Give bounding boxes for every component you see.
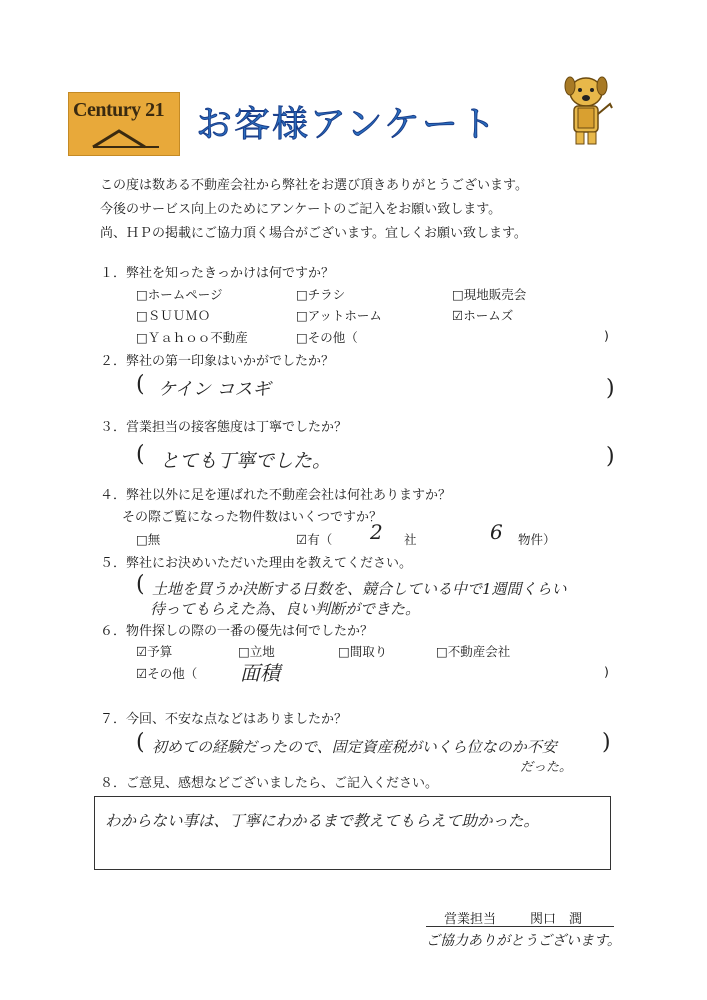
q2-open-paren: (	[136, 372, 145, 397]
q7-answer-line-2: だった。	[520, 760, 573, 775]
q4-properties-unit: 物件）	[518, 532, 556, 547]
q4-companies-count: 2	[370, 520, 383, 544]
staff-signature-line	[426, 906, 614, 927]
q1-option-homepage[interactable]: □ホームページ	[136, 287, 223, 302]
q1-option-suumo[interactable]: □ＳＵＵＭＯ	[136, 308, 211, 323]
q1-label: １．弊社を知ったきっかけは何ですか？	[100, 266, 335, 281]
q7-label: ７．今回、不安な点などはありましたか？	[100, 712, 348, 727]
intro-line-3: 尚、ＨＰの掲載にご協力頂く場合がございます。宜しくお願い致します。	[100, 226, 527, 241]
q4-sub-label: その際ご覧になった物件数はいくつですか？	[122, 510, 383, 525]
q8-answer: わからない事は、丁寧にわかるまで教えてもらえて助かった。	[105, 812, 540, 830]
q6-option-agency[interactable]: □不動産会社	[436, 644, 511, 659]
page-title: お客様アンケート	[196, 104, 498, 145]
q6-other-answer: 面積	[240, 661, 280, 685]
q4-option-none[interactable]: □無	[136, 532, 161, 547]
q5-open-paren: (	[136, 572, 145, 597]
q2-label: ２．弊社の第一印象はいかがでしたか？	[100, 354, 335, 369]
q4-label: ４．弊社以外に足を運ばれた不動産会社は何社ありますか？	[100, 488, 452, 503]
q5-answer-line-2: 待ってもらえた為、良い判断ができた。	[150, 600, 421, 618]
q1-option-flyer[interactable]: □チラシ	[296, 287, 346, 302]
q6-other-close: )	[604, 664, 609, 679]
q3-close-paren: )	[606, 444, 615, 469]
q4-properties-count: 6	[490, 520, 503, 544]
q4-option-yes[interactable]: ☑有（	[296, 532, 333, 547]
q8-label: ８．ご意見、感想などございましたら、ご記入ください。	[100, 776, 439, 791]
intro-line-1: この度は数ある不動産会社から弊社をお選び頂きありがとうございます。	[100, 178, 528, 193]
q5-label: ５．弊社にお決めいただいた理由を教えてください。	[100, 556, 413, 571]
logo-text: Century 21	[73, 99, 165, 121]
q6-option-budget[interactable]: ☑予算	[136, 644, 173, 659]
q8-comment-box[interactable]	[94, 796, 611, 870]
q2-close-paren: )	[606, 376, 615, 401]
century21-logo	[68, 92, 180, 156]
mascot-dog-icon	[556, 70, 616, 150]
q7-close-paren: )	[602, 730, 611, 755]
logo-roof-icon	[91, 127, 161, 149]
q1-option-onsite[interactable]: □現地販売会	[452, 287, 527, 302]
q5-answer-line-1: 土地を買うか決断する日数を、競合している中で1週間くらい	[152, 580, 567, 598]
staff-name: 関口 潤	[530, 912, 583, 927]
q6-label: ６．物件探しの際の一番の優先は何でしたか？	[100, 624, 374, 639]
staff-label: 営業担当	[444, 912, 497, 927]
q7-answer-line-1: 初めての経験だったので、固定資産税がいくら位なのか不安	[152, 738, 557, 756]
q1-option-athome[interactable]: □アットホーム	[296, 308, 382, 323]
q6-option-other[interactable]: ☑その他（	[136, 666, 198, 681]
q4-companies-unit: 社	[404, 532, 417, 547]
q3-open-paren: (	[136, 442, 145, 467]
q7-open-paren: (	[136, 730, 145, 755]
thank-you-message: ご協力ありがとうございます。	[426, 933, 621, 949]
q6-option-location[interactable]: □立地	[238, 644, 275, 659]
q1-other-close: )	[604, 328, 609, 343]
q6-option-layout[interactable]: □間取り	[338, 644, 388, 659]
q2-answer: ケイン コスギ	[158, 379, 271, 400]
q1-option-yahoo[interactable]: □Ｙａｈｏｏ不動産	[136, 330, 248, 345]
q3-label: ３．営業担当の接客態度は丁寧でしたか？	[100, 420, 348, 435]
q3-answer: とても丁寧でした。	[160, 450, 332, 472]
intro-line-2: 今後のサービス向上のためにアンケートのご記入をお願い致します。	[100, 202, 502, 217]
q1-option-homes[interactable]: ☑ホームズ	[452, 308, 514, 323]
q1-option-other[interactable]: □その他（	[296, 330, 358, 345]
